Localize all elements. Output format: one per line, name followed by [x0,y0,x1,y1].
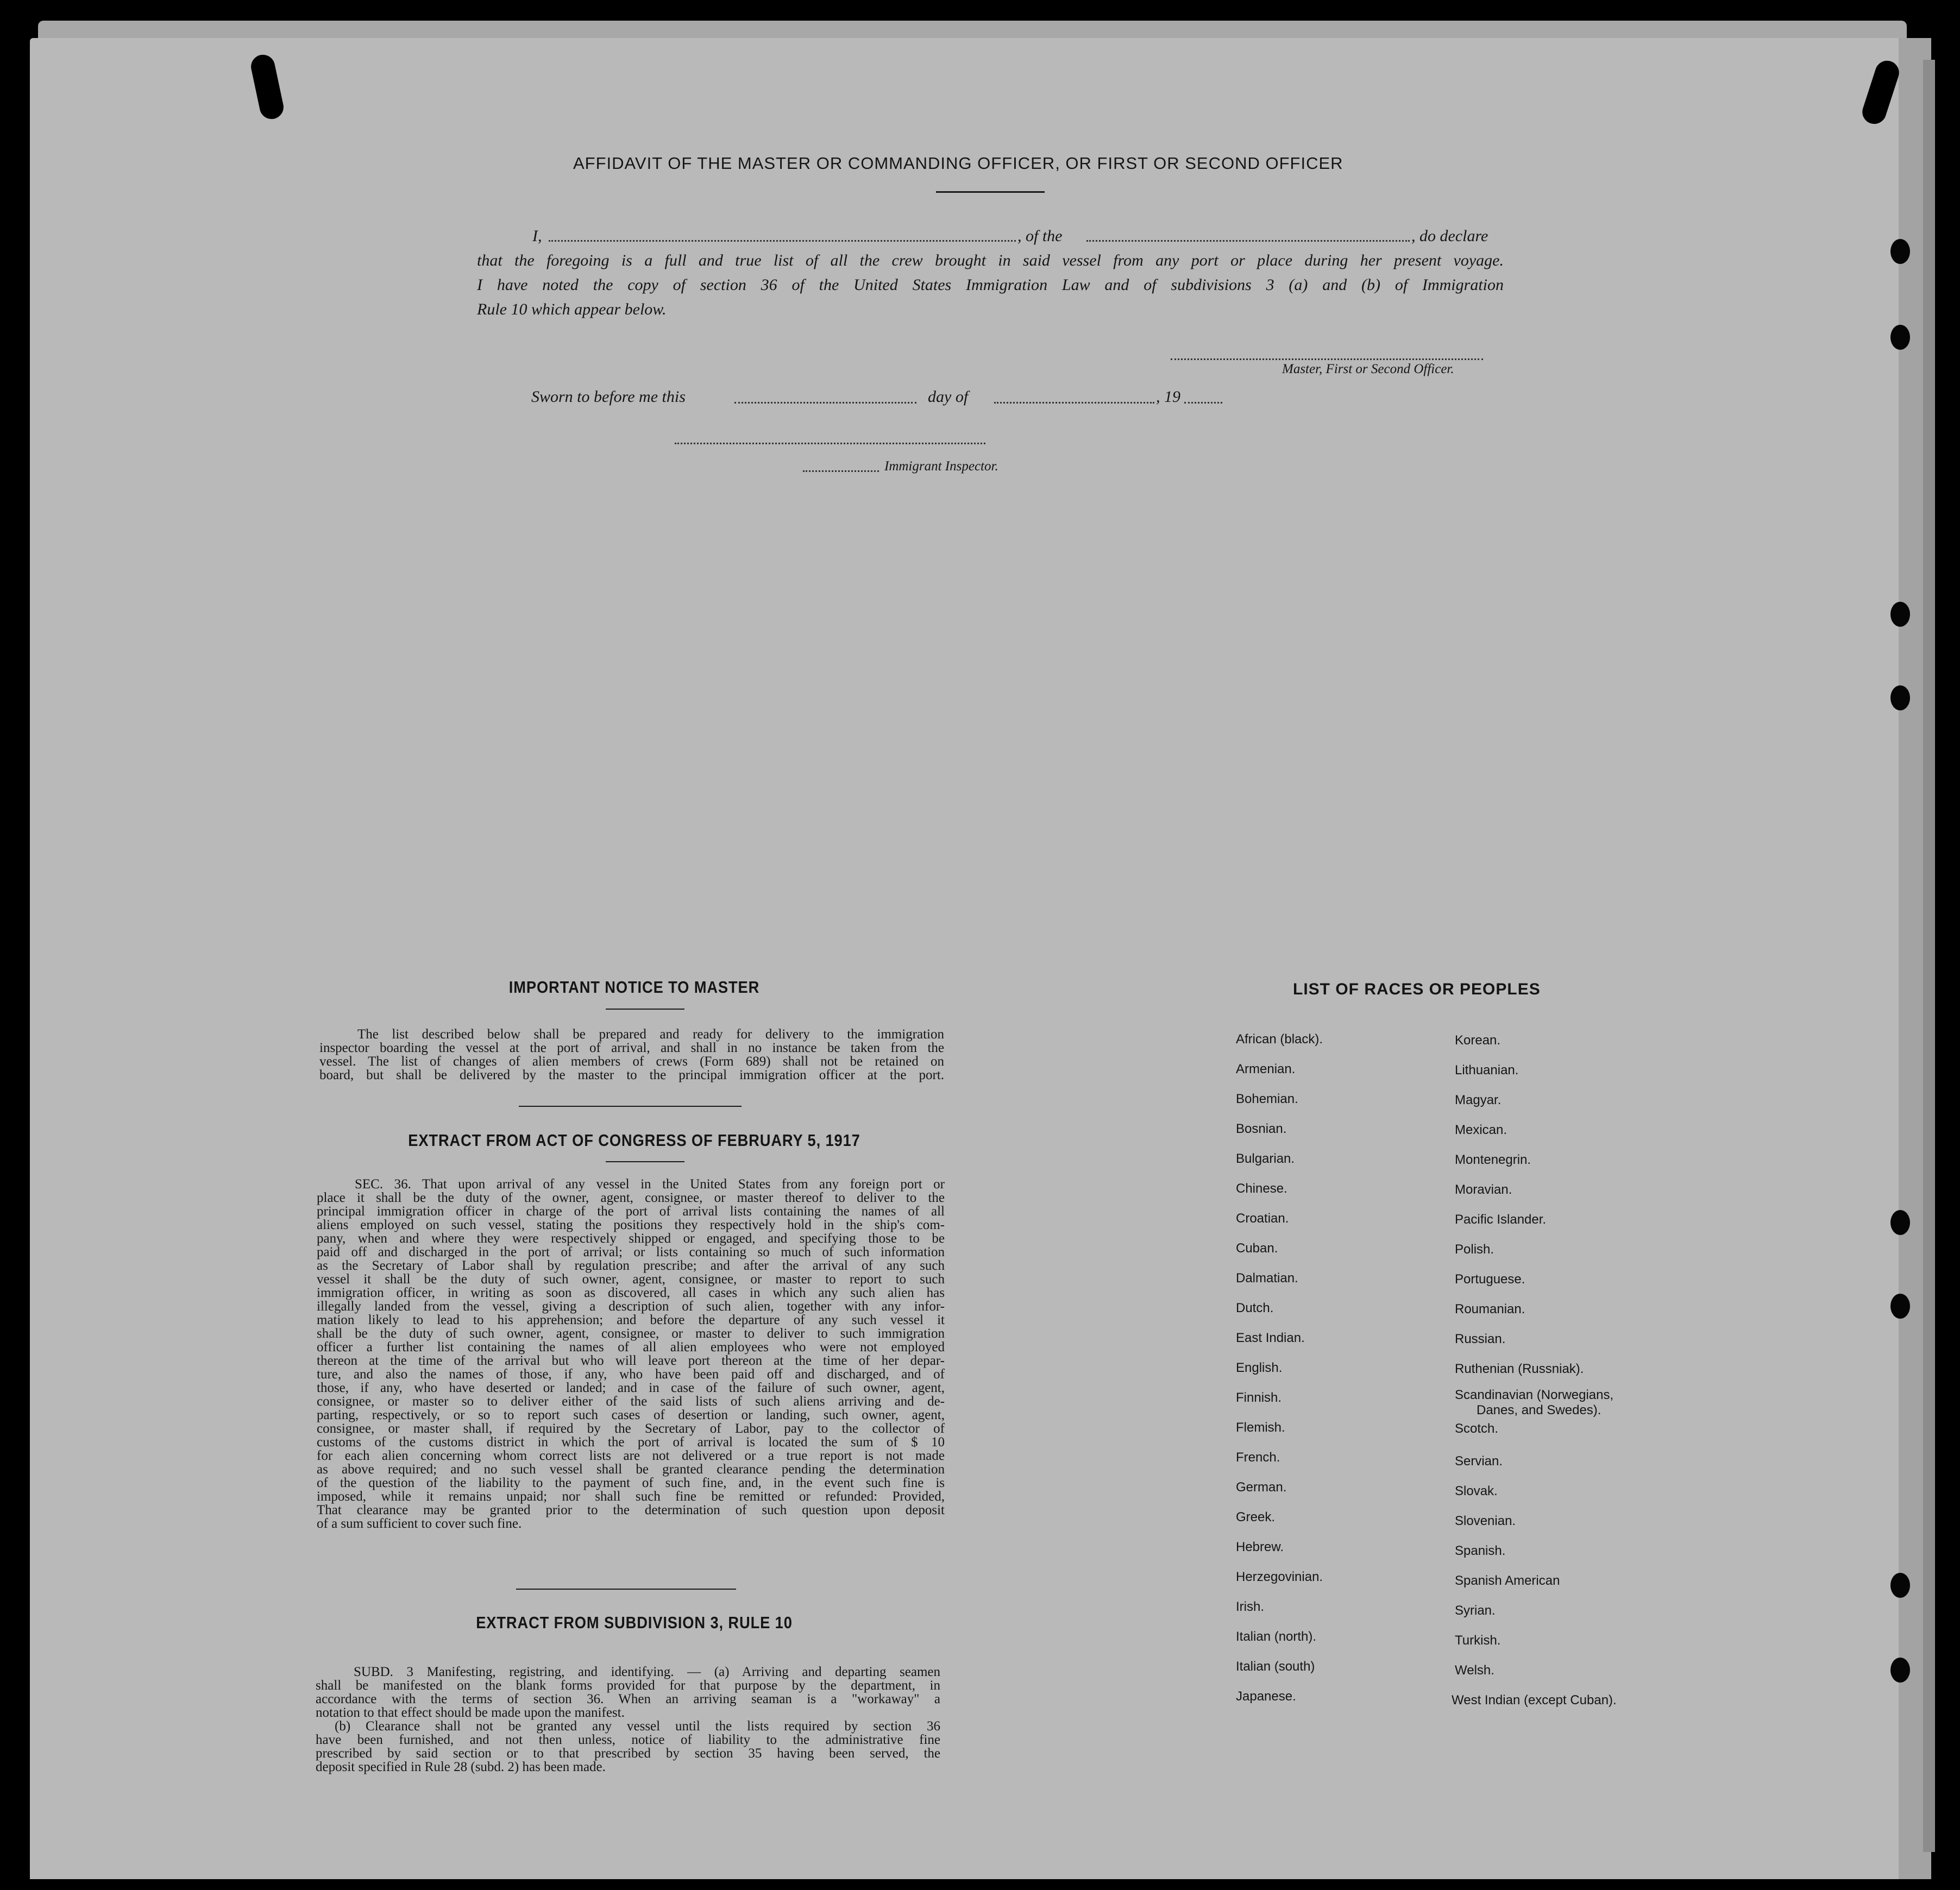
punch-hole [1890,1210,1910,1235]
extract-act-line: principal immigration officer in charge of the port of arrival lists containing the names of all [317,1204,945,1219]
affidavit-line-3: I have noted the copy of section 36 of the United States Immigration Law and of subdivisions 3 (a) and (b) of Immigration [477,276,1504,294]
notice-line: inspector boarding the vessel at the port of arrival, and shall in no instance be taken from the [319,1041,944,1055]
master-signature-field[interactable] [1171,358,1483,360]
race-left-item: Japanese. [1236,1689,1296,1704]
extract-rule-line: notation to that effect should be made upon the manifest. [316,1705,625,1720]
sworn-prefix: Sworn to before me this [531,388,686,406]
race-left-item: Finnish. [1236,1390,1282,1405]
race-right-item: Korean. [1455,1033,1501,1048]
extract-act-line: ture, and also the names of those, if any, who have been paid off and discharged, and of [317,1367,945,1382]
race-left-item: Cuban. [1236,1241,1278,1256]
race-left-item: Irish. [1236,1599,1265,1614]
race-left-item: Bulgarian. [1236,1151,1295,1166]
sworn-month-field[interactable] [994,402,1154,404]
race-left-item: Croatian. [1236,1211,1289,1226]
affidavit-line-2: that the foregoing is a full and true list of all the crew brought in said vessel from any port or place during her present voyage. [477,251,1504,269]
sworn-year-prefix: , 19 [1156,388,1180,406]
notice-title: IMPORTANT NOTICE TO MASTER [508,978,760,997]
race-left-item: Flemish. [1236,1420,1285,1435]
extract-act-line: consignee, or master shall, if required by the Secretary of Labor, pay to the collector of [317,1421,945,1436]
extract-act-title: EXTRACT FROM ACT OF CONGRESS OF FEBRUARY 5, 1917 [408,1131,860,1150]
race-left-item: Hebrew. [1236,1540,1284,1554]
inspector-signature-field[interactable] [675,443,985,444]
extract-act-line: That clearance may be granted prior to the determination of such question upon deposit [317,1503,945,1517]
extract-act-line: place it shall be the duty of the owner, agent, consignee, or master thereof to deliver to the [317,1190,945,1205]
vessel-name-field[interactable] [1086,240,1410,242]
race-right-item: Scotch. [1455,1421,1499,1436]
extract-rule-line: SUBD. 3 Manifesting, registring, and identifying. — (a) Arriving and departing seamen [354,1665,940,1679]
race-right-item: Moravian. [1455,1182,1512,1197]
affidavit-i: I, [532,227,542,245]
race-right-item: Montenegrin. [1455,1152,1531,1167]
race-right-item: Magyar. [1455,1093,1502,1107]
punch-hole [1890,1294,1910,1319]
race-left-item: French. [1236,1450,1280,1465]
master-name-field[interactable] [549,240,1016,242]
inspector-prefix-dots[interactable] [803,470,879,472]
extract-rule-line: (b) Clearance shall not be granted any vessel until the lists required by section 36 [335,1719,940,1734]
extract-act-line: consignee, or master so to deliver either of the said lists of such aliens arriving and de- [317,1394,945,1409]
extract-act-line: paid off and discharged in the port of arrival; or lists containing so much of such information [317,1245,945,1259]
punch-hole [1890,239,1910,264]
extract-act-line: customs of the customs district in which the port of arrival is located the sum of $ 10 [317,1435,945,1450]
race-left-item: Herzegovinian. [1236,1570,1323,1584]
race-left-item: Bosnian. [1236,1122,1287,1136]
race-right-item: Polish. [1455,1242,1494,1257]
extract-act-line: mation likely to lead to his apprehension; and before the departure of any such vessel it [317,1313,945,1327]
race-right-item: Spanish. [1455,1544,1506,1558]
extract-act-line: vessel it shall be the duty of such owner, agent, consignee, or master to report to such [317,1272,945,1287]
race-left-item: Armenian. [1236,1062,1296,1076]
extract-act-line: shall be the duty of such owner, agent, consignee, or master to deliver to such immigration [317,1326,945,1341]
races-title: LIST OF RACES OR PEOPLES [1293,980,1541,998]
affidavit-title-rule [936,191,1045,193]
race-right-item: Servian. [1455,1454,1503,1469]
extract-act-line: officer a further list containing the names of all alien employees who were not employed [317,1340,945,1354]
extract-act-line: pany, when and where they were respectively shipped or engaged, and specifying those to be [317,1231,945,1246]
extract-rule-body [316,1665,940,1774]
extract-rule-line: deposit specified in Rule 28 (subd. 2) has been made. [316,1760,606,1774]
race-right-item: Mexican. [1455,1123,1507,1137]
extract-rule-line: have been furnished, and not then unless, notice of liability to the administrative fine [316,1732,940,1747]
punch-hole [1890,1573,1910,1598]
extract-act-title-rule [606,1161,684,1162]
race-left-item: Italian (north). [1236,1629,1317,1644]
extract-act-line: as the Secretary of Labor shall by regulation prescribe; and after the arrival of any such [317,1258,945,1273]
master-signature-label: Master, First or Second Officer. [1282,362,1454,376]
notice-line: vessel. The list of changes of alien members of crews (Form 689) shall not be retained on [319,1054,944,1069]
extract-act-line: parting, respectively, or so to report such cases of desertion or landing, such owner, agent, [317,1408,945,1422]
punch-hole [1890,1658,1910,1683]
race-right-item: Syrian. [1455,1603,1496,1618]
race-right-item: Turkish. [1455,1633,1501,1648]
section-divider [516,1589,736,1590]
affidavit-of-the: , of the [1017,227,1063,245]
race-right-item: Pacific Islander. [1455,1212,1547,1227]
race-left-item: Greek. [1236,1510,1276,1524]
inspector-label: Immigrant Inspector. [884,459,998,474]
extract-act-line: thereon at the time of the arrival but who will leave port thereon at the time of her depar- [317,1353,945,1368]
race-right-item: Scandinavian (Norwegians, [1455,1388,1614,1402]
extract-act-line: those, if any, who have deserted or landed; and in case of the failure of such owner, agent, [317,1381,945,1395]
sworn-day-of: day of [928,388,969,406]
race-right-item: Spanish American [1455,1573,1560,1588]
page-right-shadow [1923,60,1935,1852]
extract-act-line: of a sum sufficient to cover such fine. [317,1516,522,1531]
race-left-item: English. [1236,1360,1283,1375]
extract-act-line: illegally landed from the vessel, giving a description of such alien, together with any infor- [317,1299,945,1314]
notice-body [319,1028,944,1082]
race-right-item: West Indian (except Cuban). [1452,1693,1617,1708]
notice-line: The list described below shall be prepared and ready for delivery to the immigration [357,1027,944,1042]
punch-hole [1890,325,1910,350]
extract-act-line: as above required; and no such vessel shall be granted clearance pending the determination [317,1462,945,1477]
notice-line: board, but shall be delivered by the master to the principal immigration officer at the port. [319,1068,944,1082]
race-right-item: Ruthenian (Russniak). [1455,1362,1584,1376]
race-left-item: African (black). [1236,1032,1323,1047]
sworn-year-field[interactable] [1184,402,1222,404]
sworn-day-field[interactable] [734,402,916,404]
punch-hole [1890,685,1910,710]
extract-rule-line: prescribed by said section or to that prescribed by section 35 having been served, the [316,1746,940,1761]
race-left-item: Chinese. [1236,1181,1287,1196]
race-right-item: Lithuanian. [1455,1063,1519,1078]
extract-rule-title: EXTRACT FROM SUBDIVISION 3, RULE 10 [476,1613,793,1632]
affidavit-declare: , do declare [1411,227,1488,245]
race-right-item: Slovak. [1455,1484,1498,1498]
extract-act-line: SEC. 36. That upon arrival of any vessel in the United States from any foreign port or [355,1177,945,1192]
extract-act-line: of the question of the liability to the payment of such fine, and, in the event such fine is [317,1476,945,1490]
extract-rule-line: accordance with the terms of section 36. When an arriving seaman is a "workaway" a [316,1692,940,1706]
section-divider [519,1106,742,1107]
race-right-item: Slovenian. [1455,1514,1516,1528]
extract-rule-line: shall be manifested on the blank forms provided for that purpose by the department, in [316,1678,940,1693]
extract-act-body [317,1177,945,1530]
race-left-item: Dalmatian. [1236,1271,1298,1286]
extract-act-line: immigration officer, in writing as soon as discovered, all cases in which any such alien has [317,1286,945,1300]
race-right-item: Portuguese. [1455,1272,1525,1287]
race-right-item: Roumanian. [1455,1302,1525,1316]
race-left-item: German. [1236,1480,1287,1495]
race-right-item: Russian. [1455,1332,1506,1346]
punch-hole [1890,602,1910,627]
race-left-item: Dutch. [1236,1301,1274,1315]
race-left-item: Bohemian. [1236,1092,1298,1106]
notice-title-rule [606,1009,684,1010]
affidavit-line-4: Rule 10 which appear below. [477,300,667,318]
affidavit-title: AFFIDAVIT OF THE MASTER OR COMMANDING OFFICER, OR FIRST OR SECOND OFFICER [573,154,1343,173]
form-sheet [30,38,1899,1879]
race-right-item: Danes, and Swedes). [1477,1403,1601,1418]
extract-act-line: aliens employed on such vessel, stating the positions they respectively hold in the ship's com- [317,1218,945,1232]
race-left-item: East Indian. [1236,1331,1305,1345]
extract-act-line: imposed, while it remains unpaid; nor shall such fine be remitted or refunded: Provided, [317,1489,945,1504]
extract-act-line: for each alien concerning whom correct lists are not delivered or a true report is not made [317,1448,945,1463]
race-left-item: Italian (south) [1236,1659,1315,1674]
race-right-item: Welsh. [1455,1663,1494,1678]
